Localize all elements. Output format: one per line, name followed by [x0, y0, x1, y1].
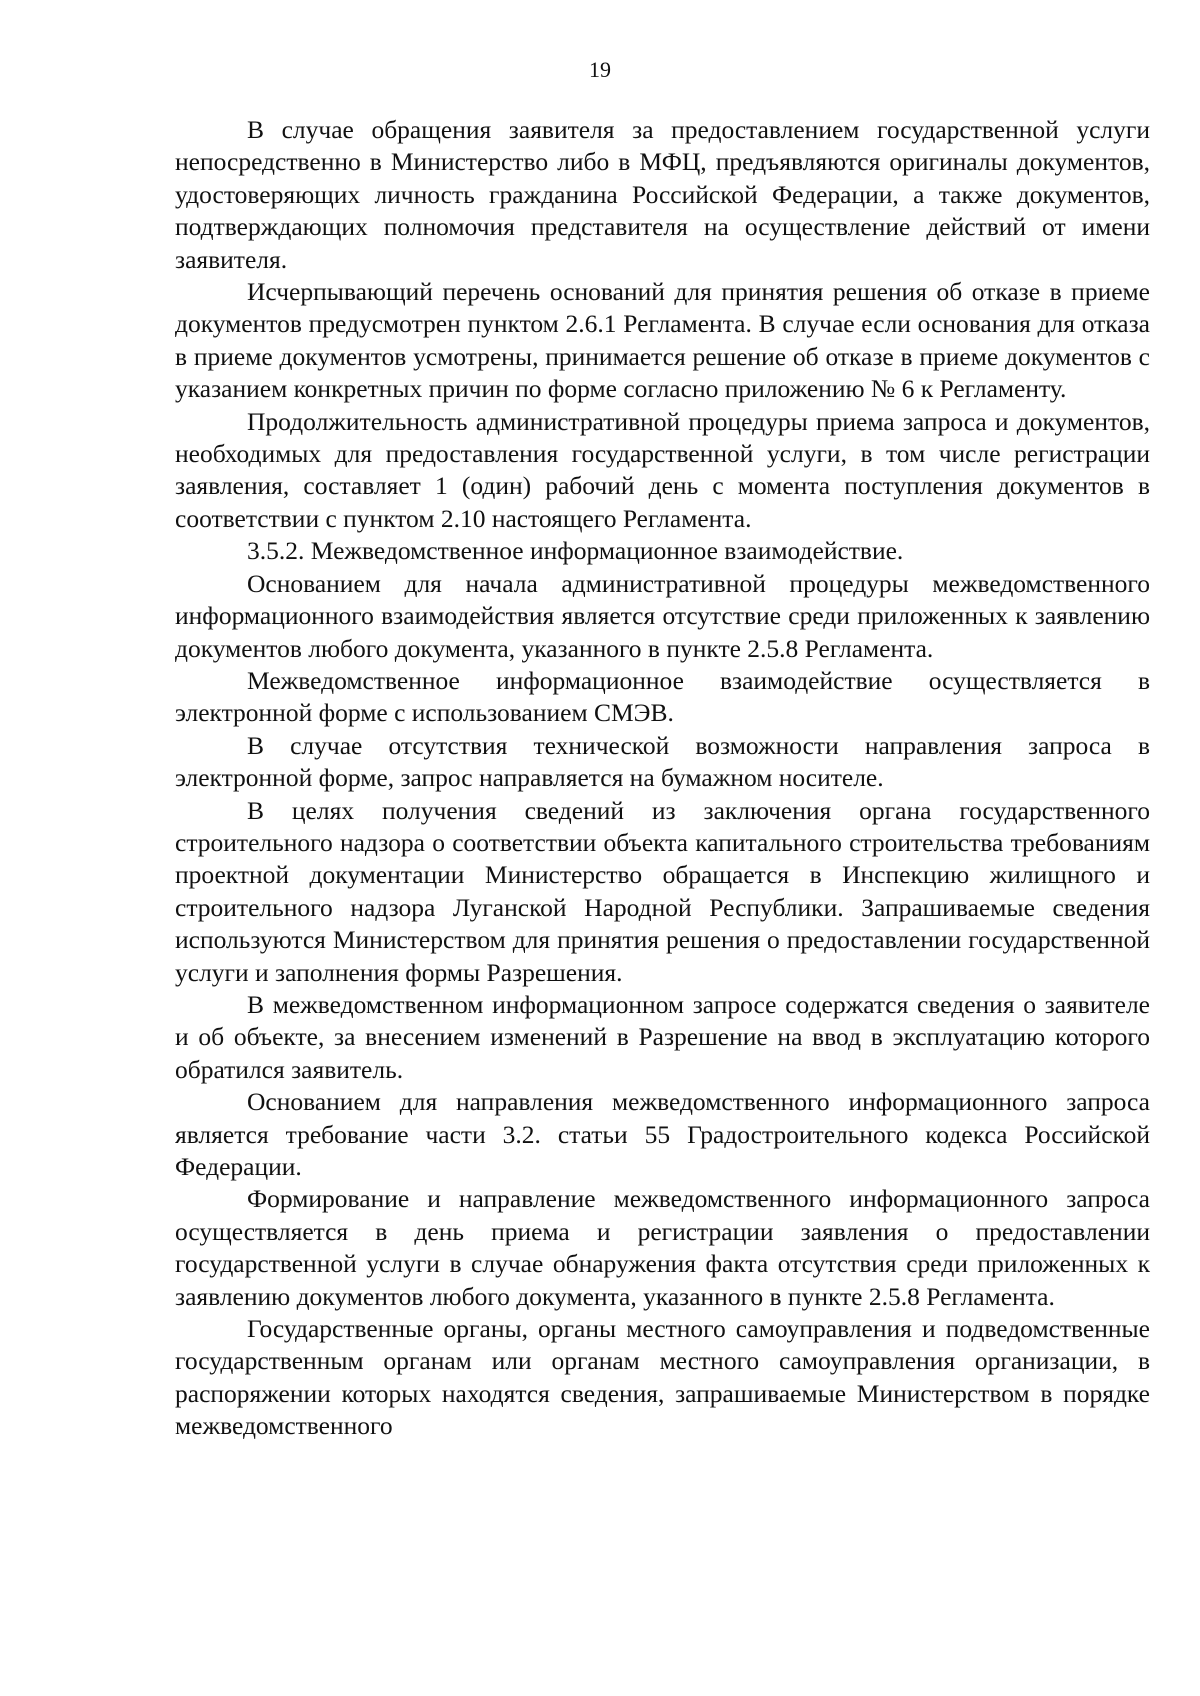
paragraph-procedure-duration: Продолжительность административной процедуры приема запроса и документов, необходимых для предоставления государственной услуги, в том числе регистрации заявления, составляет 1 (один) рабочий день с момента поступления документов в соответствии с пунктом 2.10 настоящего Регламента. — [175, 406, 1150, 533]
paragraph-construction-supervision: В целях получения сведений из заключения органа государственного строительного надзора о соответствии объекта капитального строительства требованиям проектной документации Министерство обращается в Инспекцию жилищного и строительного надзора Луганской Народной Республики. Запрашиваемые сведения используются Министерством для принятия решения о предоставлении государственной услуги и заполнения формы Разрешения. — [175, 795, 1150, 987]
page-number: 19 — [589, 57, 611, 82]
paragraph-refusal-grounds: Исчерпывающий перечень оснований для принятия решения об отказе в приеме документов предусмотрен пунктом 2.6.1 Регламента. В случае если основания для отказа в приеме документов усмотрены, принимается решение об отказе в приеме документов с указанием конкретных причин по форме согласно приложению № 6 к Регламенту. — [175, 277, 1150, 404]
document-body — [175, 114, 1150, 1443]
paragraph-request-basis: Основанием для направления межведомственного информационного запроса является требование части 3.2. статьи 55 Градостроительного кодекса Российской Федерации. — [175, 1087, 1150, 1181]
paragraph-interaction-basis: Основанием для начала административной процедуры межведомственного информационного взаимодействия является отсутствие среди приложенных к заявлению документов любого документа, указанного в пункте 2.5.8 Регламента. — [175, 568, 1150, 663]
paragraph-electronic-form: Межведомственное информационное взаимодействие осуществляется в электронной форме с использованием СМЭВ. — [175, 665, 1150, 728]
section-heading-3-5-2: 3.5.2. Межведомственное информационное взаимодействие. — [247, 536, 904, 566]
paragraph-paper-request: В случае отсутствия технической возможности направления запроса в электронной форме, запрос направляется на бумажном носителе. — [175, 730, 1150, 793]
paragraph-request-timing: Формирование и направление межведомственного информационного запроса осуществляется в день приема и регистрации заявления о предоставлении государственной услуги в случае обнаружения факта отсутствия среди приложенных к заявлению документов любого документа, указанного в пункте 2.5.8 Регламента. — [175, 1184, 1150, 1311]
paragraph-request-contents: В межведомственном информационном запросе содержатся сведения о заявителе и об объекте, за внесением изменений в Разрешение на ввод в эксплуатацию которого обратился заявитель. — [175, 989, 1150, 1084]
paragraph-government-bodies: Государственные органы, органы местного самоуправления и подведомственные государственным органам или органам местного самоуправления организации, в распоряжении которых находятся сведения, запрашиваемые Министерством в порядке межведомственного — [175, 1314, 1150, 1441]
paragraph-original-documents: В случае обращения заявителя за предоставлением государственной услуги непосредственно в Министерство либо в МФЦ, предъявляются оригиналы документов, удостоверяющих личность гражданина Российской Федерации, а также документов, подтверждающих полномочия представителя на осуществление действий от имени заявителя. — [175, 115, 1150, 274]
